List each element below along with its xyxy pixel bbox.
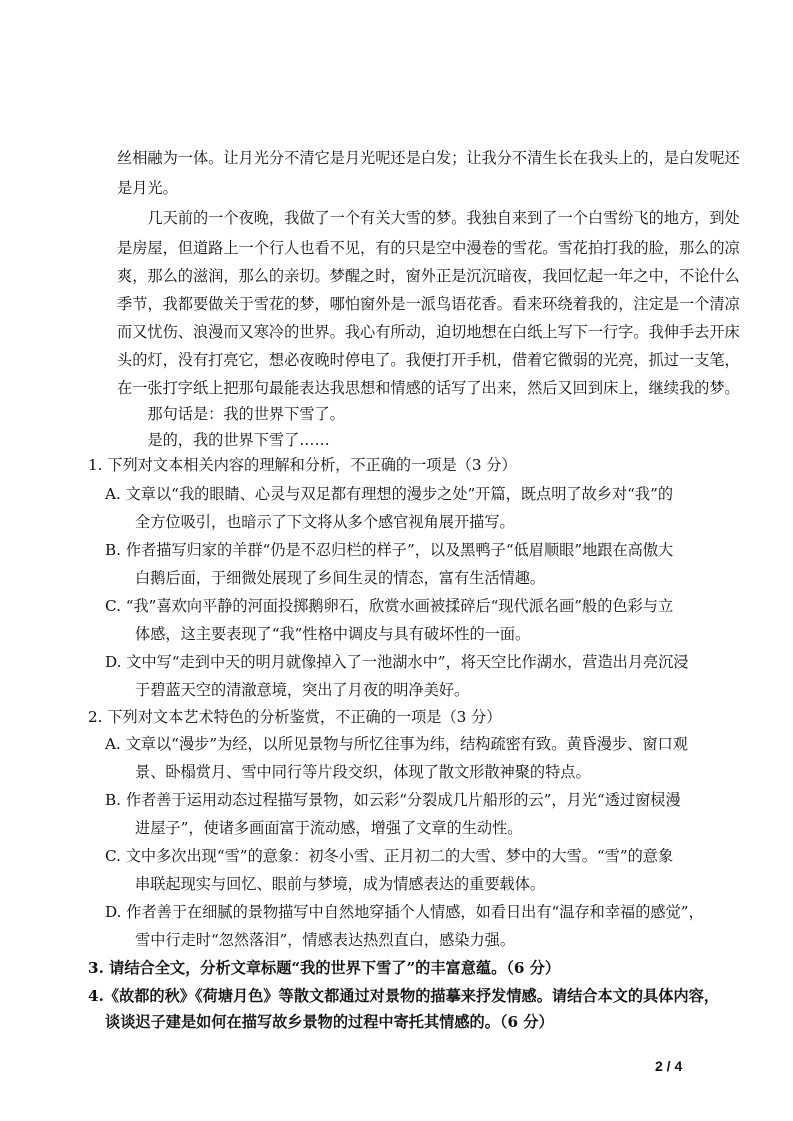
passage-line: 是房屋，但道路上一个行人也看不见，有的只是空中漫卷的雪花。雪花拍打我的脸，那么的凉 <box>117 239 740 257</box>
option-c-cont: 体感，这主要表现了“我”性格中调皮与具有破坏性的一面。 <box>135 625 531 643</box>
option-a: A. 文章以“我的眼睛、心灵与双足都有理想的漫步之处”开篇，既点明了故乡对“我”的 <box>105 485 674 503</box>
passage-line: 头的灯，没有打亮它，想必夜晚时停电了。我便打开手机，借着它微弱的光亮，抓过一支笔， <box>117 351 740 369</box>
passage-line: 几天前的一个夜晚，我做了一个有关大雪的梦。我独自来到了一个白雪纷飞的地方，到处 <box>117 209 740 227</box>
question-4-line: 4.《故都的秋》《荷塘月色》等散文都通过对景物的描摹来抒发情感。请结合本文的具体内容， <box>88 987 719 1005</box>
option-d: D. 作者善于在细腻的景物描写中自然地穿插个人情感，如看日出有“温存和幸福的感觉”， <box>105 903 704 921</box>
question-stem: 2. 下列对文本艺术特色的分析鉴赏，不正确的一项是（3 分） <box>88 708 502 726</box>
passage-line: 那句话是：我的世界下雪了。 <box>117 405 345 423</box>
question-4-line: 谈谈迟子建是如何在描写故乡景物的过程中寄托其情感的。（6 分） <box>105 1013 554 1031</box>
passage-line: 是的，我的世界下雪了…… <box>117 431 330 449</box>
passage-line: 丝相融为一体。让月光分不清它是月光呢还是白发；让我分不清生长在我头上的，是白发呢还 <box>117 149 740 167</box>
option-d-cont: 雪中行走时“忽然落泪”，情感表达热烈直白，感染力强。 <box>135 931 516 949</box>
page-number: 2 / 4 <box>655 1058 683 1074</box>
passage-line: 而又忧伤、浪漫而又寒冷的世界。我心有所动，迫切地想在白纸上写下一行字。我伸手去开床 <box>117 323 740 341</box>
option-b: B. 作者善于运用动态过程描写景物，如云彩“分裂成几片船形的云”，月光“透过窗棂漫 <box>105 791 681 809</box>
option-b-cont: 白鹅后面，于细微处展现了乡间生灵的情态，富有生活情趣。 <box>135 569 546 587</box>
question-3: 3. 请结合全文，分析文章标题“我的世界下雪了”的丰富意蕴。（6 分） <box>88 959 561 977</box>
option-d-cont: 于碧蓝天空的清澈意境，突出了月夜的明净美好。 <box>135 681 470 699</box>
passage-line: 在一张打字纸上把那句最能表达我思想和情感的话写了出来，然后又回到床上，继续我的梦。 <box>117 379 740 397</box>
passage-line: 季节，我都要做关于雪花的梦，哪怕窗外是一派鸟语花香。看来环绕着我的，注定是一个清凉 <box>117 295 740 313</box>
option-b: B. 作者描写归家的羊群“仍是不忍归栏的样子”，以及黑鸭子“低眉顺眼”地跟在高傲大 <box>105 541 674 559</box>
option-c: C. 文中多次出现“雪”的意象：初冬小雪、正月初二的大雪、梦中的大雪。“雪”的意象 <box>105 847 674 865</box>
passage-line: 是月光。 <box>117 179 178 197</box>
option-a-cont: 景、卧榻赏月、雪中同行等片段交织，体现了散文形散神聚的特点。 <box>135 763 591 781</box>
passage-line: 爽，那么的滋润，那么的亲切。梦醒之时，窗外正是沉沉暗夜，我回忆起一年之中，不论什么 <box>117 267 740 285</box>
question-stem: 1. 下列对文本相关内容的理解和分析，不正确的一项是（3 分） <box>88 456 517 474</box>
option-b-cont: 进屋子”，使诸多画面富于流动感，增强了文章的生动性。 <box>135 819 523 837</box>
option-d: D. 文中写“走到中天的明月就像掉入了一池湖水中”，将天空比作湖水，营造出月亮沉浸 <box>105 653 689 671</box>
option-c-cont: 串联起现实与回忆、眼前与梦境，成为情感表达的重要载体。 <box>135 875 546 893</box>
option-c: C. “我”喜欢向平静的河面投掷鹅卵石，欣赏水画被揉碎后“现代派名画”般的色彩与立 <box>105 597 674 615</box>
option-a-cont: 全方位吸引，也暗示了下文将从多个感官视角展开描写。 <box>135 513 515 531</box>
option-a: A. 文章以“漫步”为经，以所见景物与所忆往事为纬，结构疏密有致。黄昏漫步、窗口观 <box>105 735 688 753</box>
